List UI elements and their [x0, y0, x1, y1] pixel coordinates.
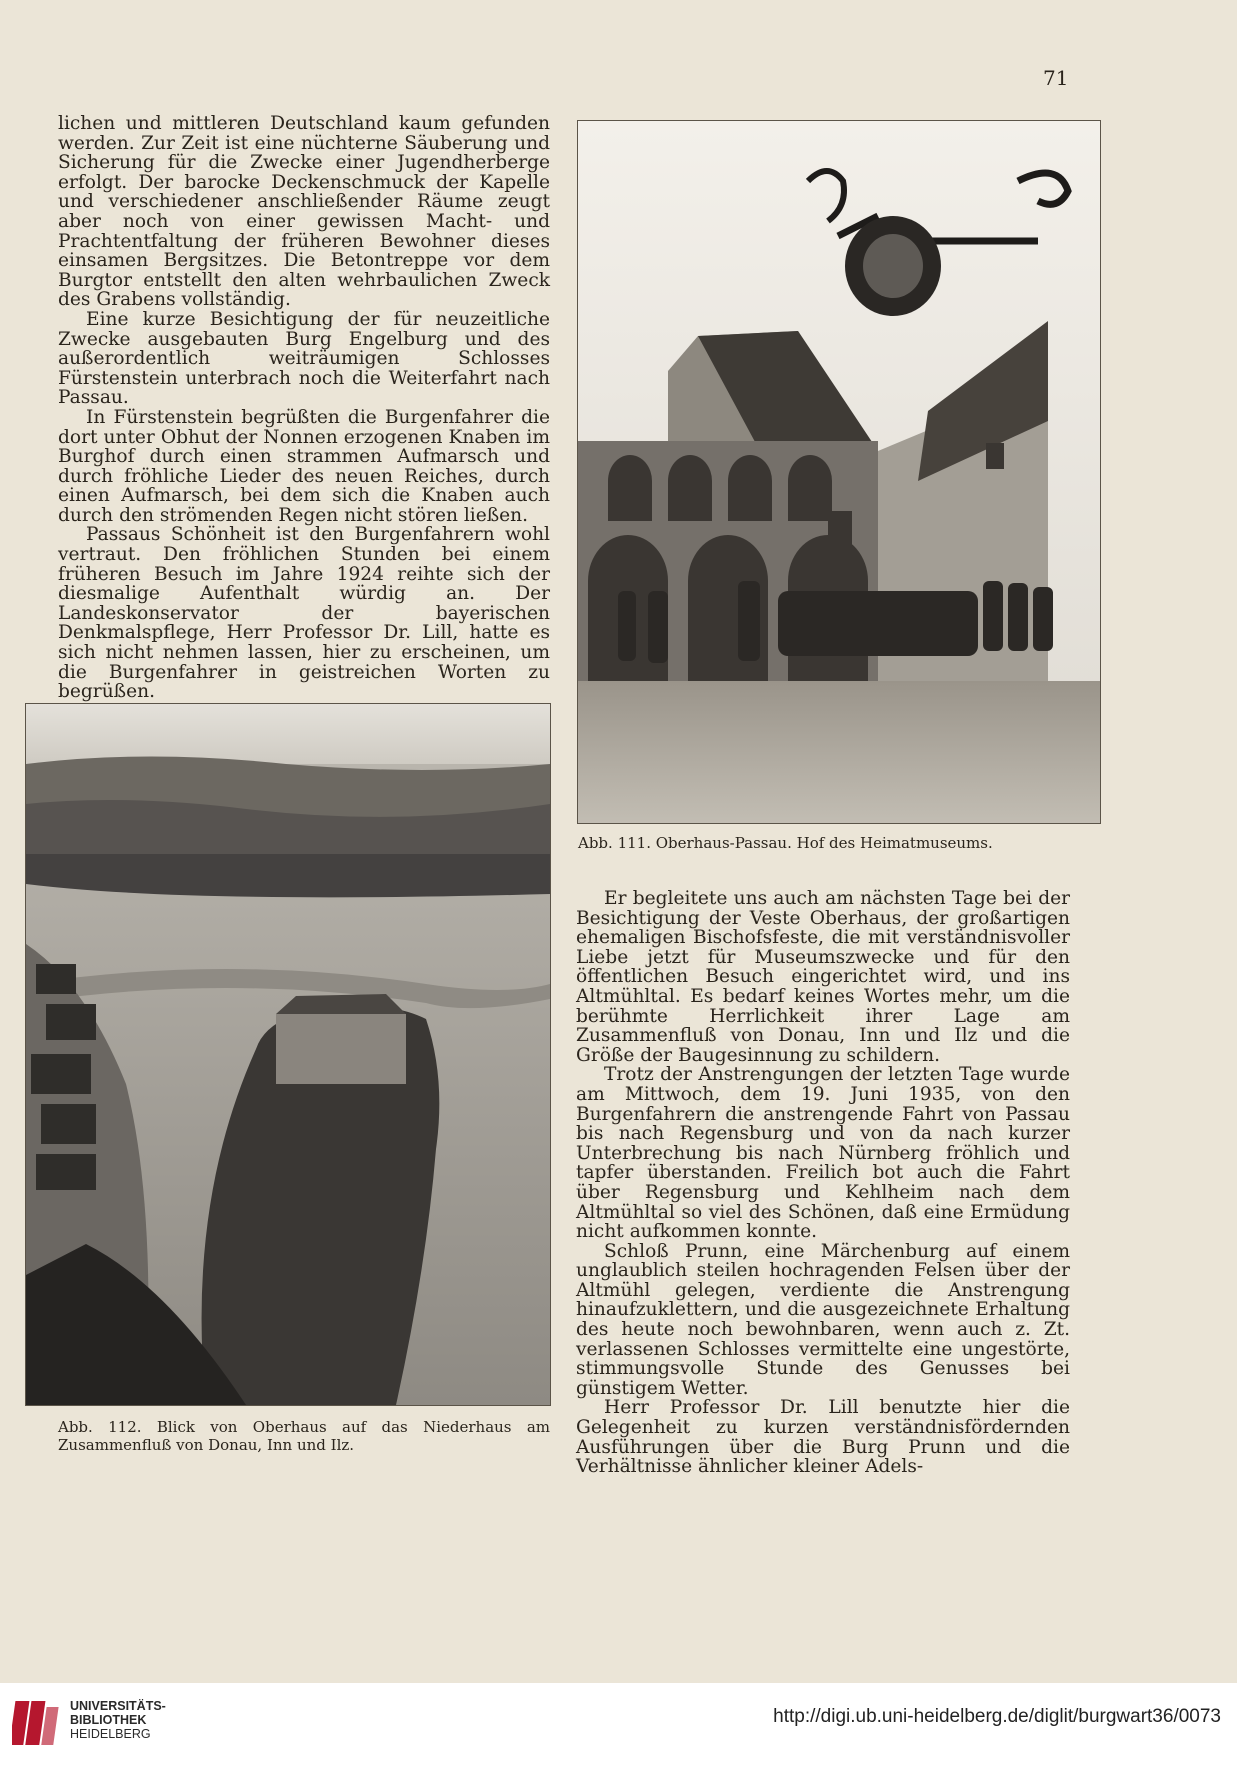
library-name	[70, 1699, 166, 1741]
university-library-logo-icon	[12, 1697, 66, 1755]
paragraph: lichen und mittleren Deutschland kaum gefunden werden. Zur Zeit ist eine nüchterne Säuberung und Sicherung für die Zwecke einer Jugendherberge erfolgt. Der barocke Deckenschmuck der Kapelle und verschiedener anschließender Räume zeugt aber noch von einer gewissen Macht- und Prachtentfaltung der früheren Bewohner dieses einsamen Bergsitzes. Die Betontreppe vor dem Burgtor entstellt den alten wehrbaulichen Zweck des Grabens vollständig.	[58, 113, 550, 311]
page-number: 71	[1043, 66, 1069, 90]
paragraph: Trotz der Anstrengungen der letzten Tage wurde am Mittwoch, dem 19. Juni 1935, von den Burgenfahrern die anstrengende Fahrt von Passau bis nach Regensburg und von da nach kurzer Unterbrechung bis nach Nürnberg fröhlich und tapfer überstanden. Freilich bot auch die Fahrt über Regensburg und Kehlheim nach dem Altmühltal so viel des Schönen, daß eine Ermüdung nicht aufkommen konnte.	[576, 1064, 1070, 1243]
paragraph: In Fürstenstein begrüßten die Burgenfahrer die dort unter Obhut der Nonnen erzogenen Knaben im Burghof durch einen strammen Aufmarsch und durch fröhliche Lieder des neuen Reiches, durch einen Aufmarsch, bei dem sich die Knaben auch durch den strömenden Regen nicht stören ließen.	[58, 406, 550, 526]
left-text-column	[58, 114, 550, 702]
library-name-line: HEIDELBERG	[70, 1727, 151, 1741]
paragraph: Herr Professor Dr. Lill benutzte hier die Gelegenheit zu kurzen verständnisfördernden Ausführungen über die Burg Prunn und die Verhältnisse ähnlicher kleiner Adels-	[576, 1397, 1070, 1478]
source-url-link[interactable]: http://digi.ub.uni-heidelberg.de/diglit/burgwart36/0073	[773, 1706, 1221, 1727]
paragraph: Passaus Schönheit ist den Burgenfahrern wohl vertraut. Den fröhlichen Stunden bei einem früheren Besuch im Jahre 1924 reihte sich der diesmalige Aufenthalt würdig an. Der Landeskonservator der bayerischen Denkmalspflege, Herr Professor Dr. Lill, hatte es sich nicht nehmen lassen, hier zu erscheinen, um die Burgenfahrer in geistreichen Worten zu begrüßen.	[58, 524, 550, 703]
paragraph: Er begleitete uns auch am nächsten Tage bei der Besichtigung der Veste Oberhaus, der großartigen ehemaligen Bischofsfeste, die mit verständnisvoller Liebe jetzt für Museumszwecke und für den öffentlichen Besuch eingerichtet wird, und ins Altmühltal. Es bedarf keines Wortes mehr, um die berühmte Herrlichkeit ihrer Lage am Zusammenfluß von Donau, Inn und Ilz und die Größe der Baugesinnung zu schildern.	[576, 888, 1070, 1066]
footer-bar	[0, 1683, 1237, 1771]
photo-blick-von-oberhaus	[25, 703, 551, 1406]
paragraph: Schloß Prunn, eine Märchenburg auf einem unglaublich steilen hochragenden Felsen über der Altmühl gelegen, verdiente die Anstrengung hinaufzuklettern, und die ausgezeichnete Erhaltung des heute noch bewohnbaren, wenn auch z. Zt. verlassenen Schlosses vermittelte eine ungestörte, stimmungsvolle Stunde des Genusses bei günstigem Wetter.	[576, 1240, 1070, 1399]
figure-caption-111: Abb. 111. Oberhaus-Passau. Hof des Heimatmuseums.	[578, 834, 993, 852]
paragraph: Eine kurze Besichtigung der für neuzeitliche Zwecke ausgebauten Burg Engelburg und des außerordentlich weiträumigen Schlosses Fürstenstein unterbrach noch die Weiterfahrt nach Passau.	[58, 308, 550, 409]
library-name-line: BIBLIOTHEK	[70, 1713, 147, 1727]
right-text-column	[576, 889, 1070, 1477]
figure-caption-112: Abb. 112. Blick von Oberhaus auf das Niederhaus am Zusammenfluß von Donau, Inn und Ilz.	[58, 1418, 550, 1454]
photo-oberhaus-courtyard	[577, 120, 1101, 824]
library-name-line: UNIVERSITÄTS-	[70, 1699, 166, 1713]
